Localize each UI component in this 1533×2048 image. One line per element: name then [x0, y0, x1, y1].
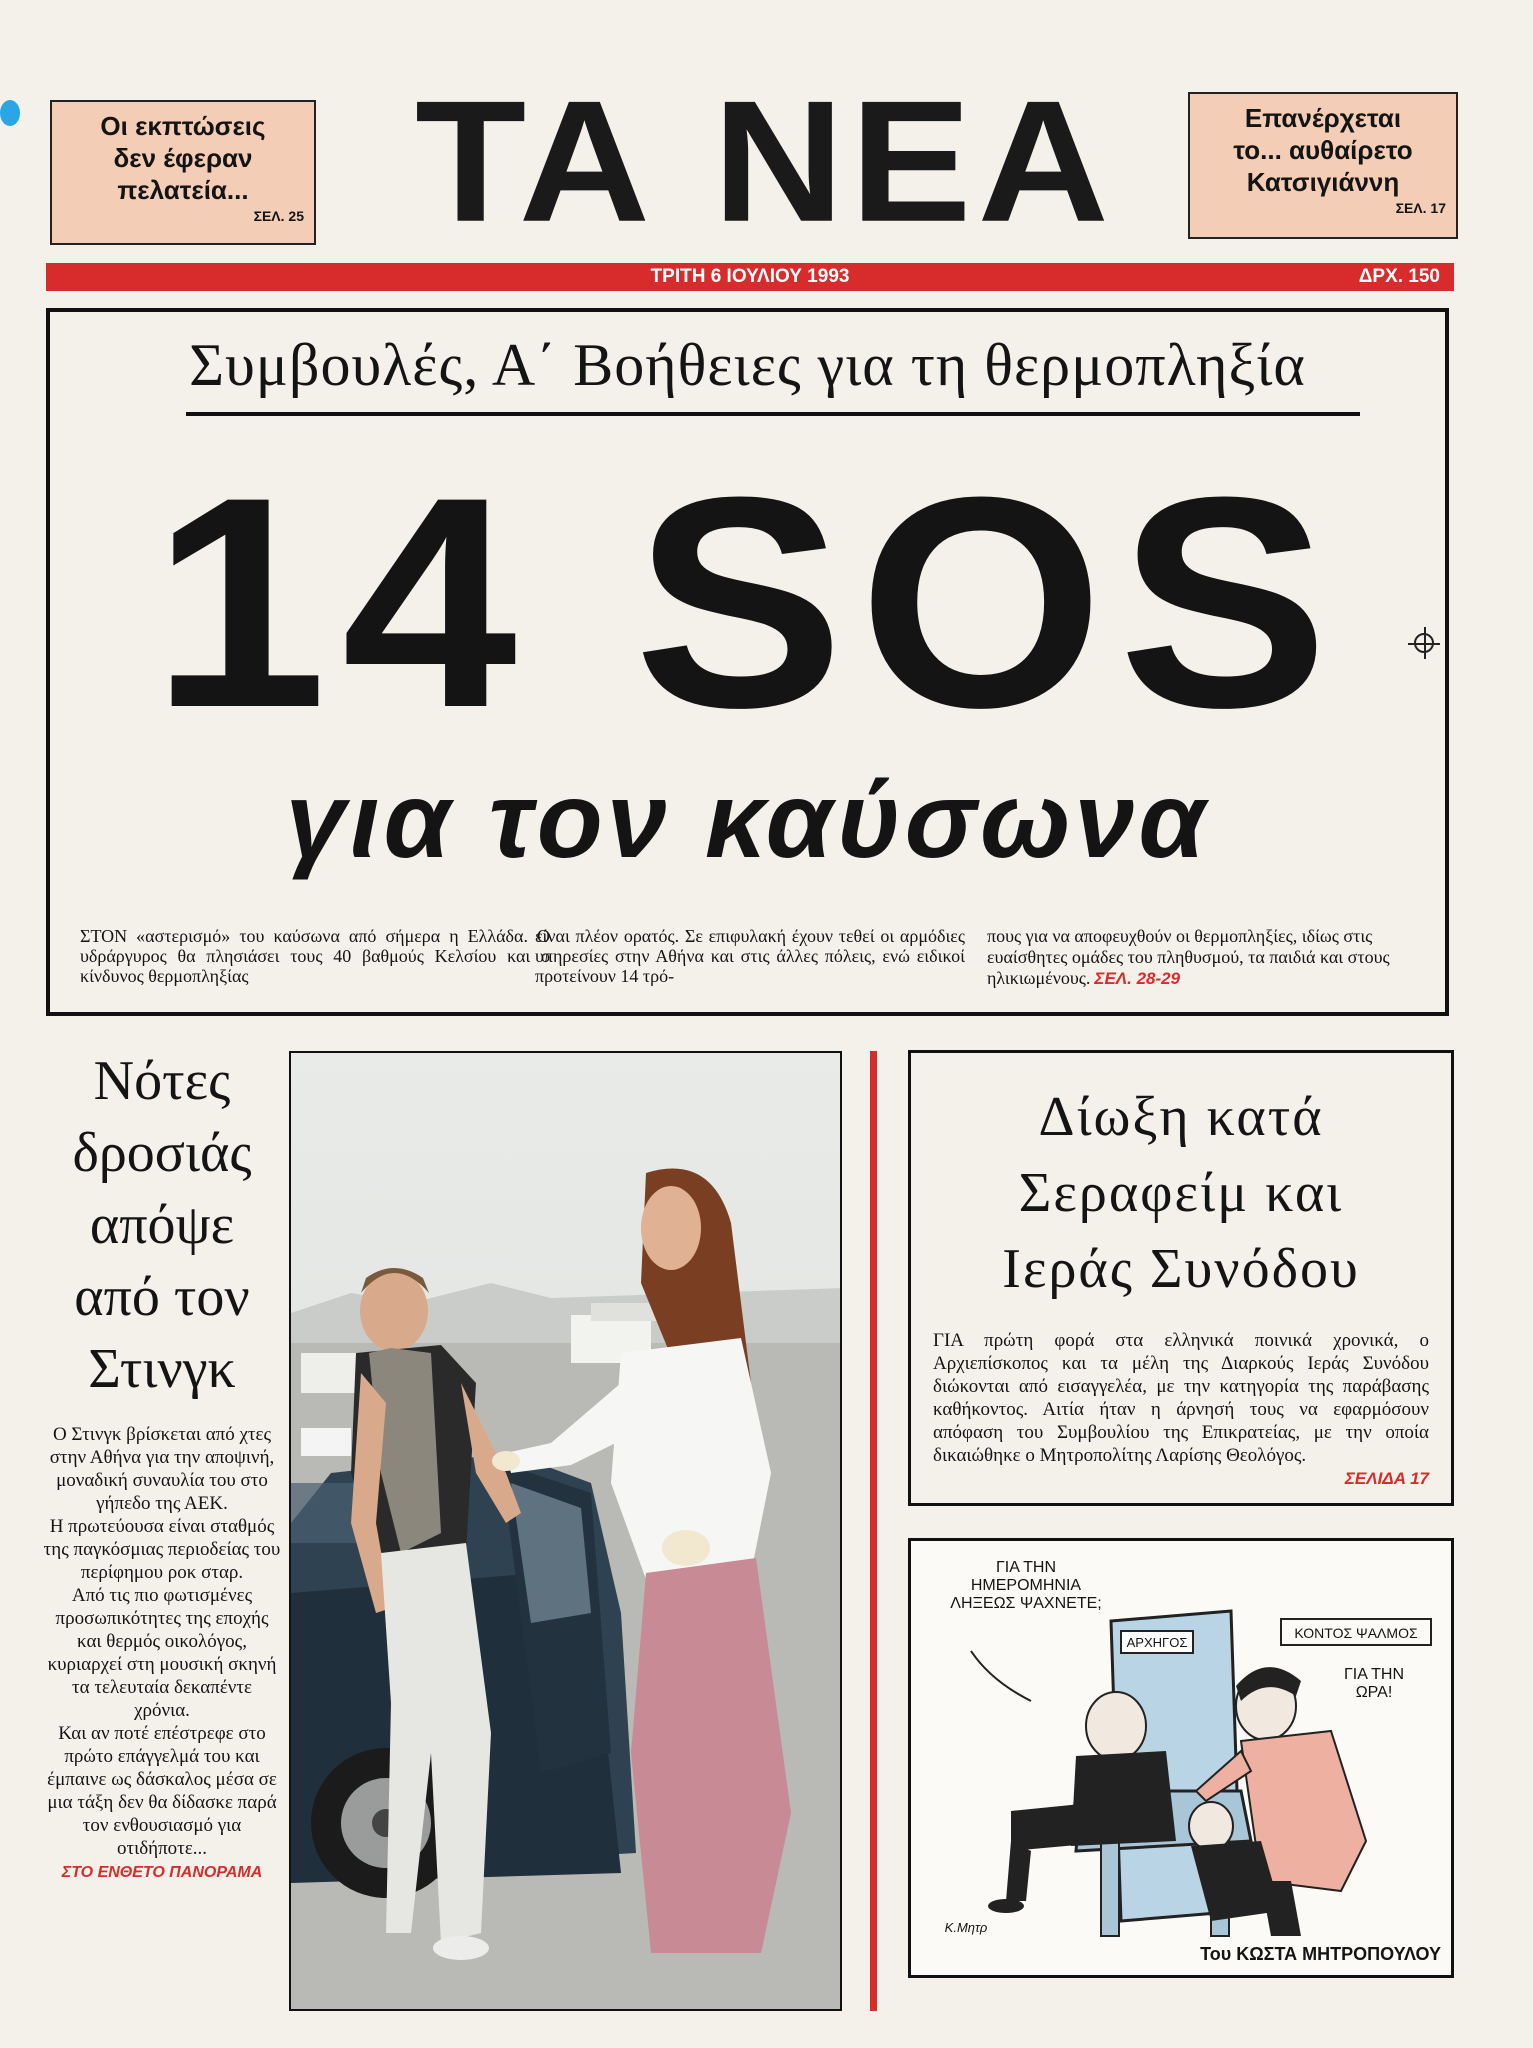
- sting-paragraph-1: Ο Στινγκ βρίσκεται από χτες στην Αθήνα για την αποψινή, μοναδική συναυλία του στο γήπεδο της ΑΕΚ.: [49, 1424, 275, 1514]
- synod-head-line1: Δίωξη κατά: [1038, 1086, 1324, 1148]
- sting-headline: [42, 1045, 282, 1405]
- synod-page-ref[interactable]: ΣΕΛΙΔΑ 17: [1344, 1469, 1429, 1488]
- bubble-left-line3: ΛΗΞΕΩΣ ΨΑΧΝΕΤΕ;: [950, 1595, 1102, 1612]
- lead-story-box[interactable]: [46, 308, 1449, 1016]
- photo-illustration: [291, 1053, 842, 2011]
- sting-photo: [289, 1051, 842, 2011]
- blue-dot-mark: [0, 100, 20, 126]
- cartoon-credit: Του ΚΩΣΤΑ ΜΗΤΡΟΠΟΥΛΟΥ: [1200, 1944, 1441, 1964]
- sting-head-line4: από τον: [74, 1266, 250, 1328]
- bubble-right-line1: ΓΙΑ ΤΗΝ: [1343, 1666, 1405, 1683]
- sting-head-line3: απόψε: [89, 1194, 235, 1256]
- lead-column-1: ΣΤΟΝ «αστερισμό» του καύσωνα από σήμερα η Ελλάδα. Ο υδράργυρος θα πλησιάσει τους 40 βαθμούς Κελσίου και ο κίνδυνος θερμοπληξίας: [80, 926, 550, 986]
- bubble-left-line1: ΓΙΑ ΤΗΝ: [995, 1559, 1057, 1576]
- sting-ref[interactable]: ΣΤΟ ΕΝΘΕΤΟ ΠΑΝΟΡΑΜΑ: [61, 1864, 263, 1881]
- synod-head-line3: Ιεράς Συνόδου: [1002, 1238, 1360, 1300]
- sting-article[interactable]: [42, 1045, 282, 2015]
- lead-column-3-wrap: [987, 926, 1427, 989]
- masthead-title: ΤΑ ΝΕΑ: [415, 64, 1115, 258]
- teaser-box-left[interactable]: [50, 100, 316, 245]
- teaser-right-page: ΣΕΛ. 17: [1395, 200, 1446, 216]
- lead-kicker: Συμβουλές, Α΄ Βοήθειες για τη θερμοπληξία: [189, 332, 1306, 398]
- cartoon-box: [908, 1538, 1454, 1978]
- synod-headline: [911, 1079, 1451, 1307]
- cartoon-signature: Κ.Μητρ: [944, 1920, 988, 1935]
- issue-price: ΔΡΧ. 150: [1358, 266, 1440, 287]
- cartoon-bubble-right: [1329, 1666, 1419, 1702]
- lead-subheadline: για τον καύσωνα: [285, 759, 1210, 880]
- sting-paragraph-2: Η πρωτεύουσα είναι σταθμός της παγκόσμιας περιοδείας του περίφημου ροκ σταρ.: [43, 1516, 281, 1583]
- lead-page-ref[interactable]: ΣΕΛ. 28-29: [1094, 969, 1181, 988]
- teaser-left-line2: δεν έφεραν: [113, 143, 253, 173]
- teaser-left-page: ΣΕΛ. 25: [253, 208, 304, 224]
- lead-headline: 14 SOS: [151, 434, 1344, 770]
- sting-head-line2: δροσιάς: [72, 1122, 252, 1184]
- bubble-right-line2: ΩΡΑ!: [1355, 1684, 1393, 1701]
- synod-head-line2: Σεραφείμ και: [1018, 1162, 1344, 1224]
- teaser-box-right[interactable]: [1188, 92, 1458, 239]
- teaser-right-line1: Επανέρχεται: [1244, 103, 1402, 133]
- synod-body-text: ΓΙΑ πρώτη φορά στα ελληνικά ποινικά χρονικά, ο Αρχιεπίσκοπος και τα μέλη της Διαρκούς Ιεράς Συνόδου διώκονται από εισαγγελέα, με την κατηγορία της παράβασης καθήκοντος. Αιτία ήταν η άρνησή τους να εφαρμόσουν απόφαση του Συμβουλίου της Επικρατείας, με την οποία δικαιώθηκε ο Μητροπολίτης Λαρίσης Θεολόγος.: [933, 1330, 1429, 1466]
- cartoon-title: ΚΟΝΤΟΣ ΨΑΛΜΟΣ: [1294, 1625, 1418, 1641]
- sting-body: [42, 1423, 282, 1860]
- teaser-right-line3: Κατσιγιάννη: [1246, 167, 1400, 197]
- sting-head-line1: Νότες: [93, 1050, 231, 1112]
- lead-column-3: πους για να αποφευχθούν οι θερμοπληξίες, ιδίως στις ευαίσθητες ομάδες του πληθυσμού, τα παιδιά και στους ηλικιωμένους.: [987, 926, 1390, 988]
- synod-story-box[interactable]: [908, 1050, 1454, 1506]
- cartoon-chair-label: ΑΡΧΗΓΟΣ: [1126, 1635, 1188, 1650]
- sting-paragraph-4: Και αν ποτέ επέστρεφε στο πρώτο επάγγελμά του και έμπαινε ως δάσκαλος μέσα σε μια τάξη δεν θα δίδασκε παρά τον ενθουσιασμό για οτιδήποτε...: [47, 1723, 277, 1859]
- synod-body: [933, 1329, 1429, 1490]
- bubble-left-line2: ΗΜΕΡΟΜΗΝΙΑ: [970, 1577, 1082, 1594]
- teaser-right-line2: το... αυθαίρετο: [1233, 135, 1413, 165]
- sting-head-line5: Στινγκ: [88, 1338, 236, 1400]
- teaser-left-line1: Οι εκπτώσεις: [100, 111, 266, 141]
- red-separator-line: [870, 1051, 877, 2011]
- date-bar: [46, 263, 1454, 291]
- sting-paragraph-3: Από τις πιο φωτισμένες προσωπικότητες της εποχής και θερμός οικολόγος, κυριαρχεί στη μουσική σκηνή τα τελευταία δεκαπέντε χρόνια.: [47, 1585, 277, 1721]
- cartoon-bubble-left: [941, 1559, 1111, 1613]
- teaser-left-line3: πελατεία...: [117, 175, 249, 205]
- lead-column-2: είναι πλέον ορατός. Σε επιφυλακή έχουν τεθεί οι αρμόδιες υπηρεσίες στην Αθήνα και στις άλλες πόλεις, ενώ ειδικοί προτείνουν 14 τρό-: [535, 926, 965, 986]
- issue-date: ΤΡΙΤΗ 6 ΙΟΥΛΙΟΥ 1993: [650, 266, 850, 287]
- kicker-rule: [186, 412, 1360, 416]
